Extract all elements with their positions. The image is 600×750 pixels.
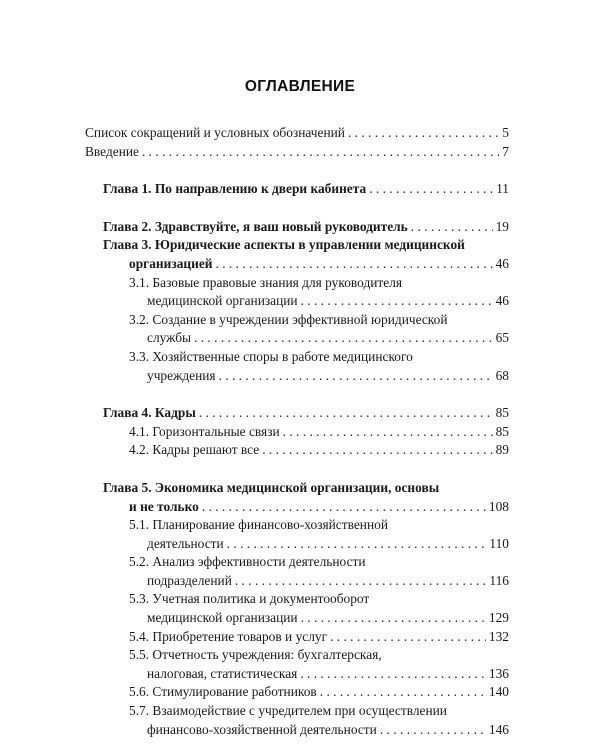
toc-entry-text: 5.1. Планирование финансово-хозяйственной	[129, 517, 388, 533]
dot-leader	[227, 535, 487, 554]
dot-leader	[380, 721, 486, 740]
page-number: 85	[495, 405, 509, 421]
page-number: 68	[495, 367, 509, 383]
dot-leader	[283, 423, 493, 442]
toc-chapter-entry[interactable]	[85, 218, 509, 237]
page-number: 46	[495, 255, 509, 271]
dot-leader	[219, 367, 493, 386]
toc-entry-text: медицинской организации	[147, 610, 298, 626]
page-number: 46	[495, 293, 509, 309]
dot-leader	[199, 404, 493, 423]
toc-entry-text: 3.2. Создание в учреждении эффективной юридической	[129, 311, 448, 327]
page-title: ОГЛАВЛЕНИЕ	[244, 78, 356, 95]
toc-entry-text: учреждения	[147, 367, 216, 383]
toc-entry-text: медицинской организации	[147, 293, 298, 309]
toc-section-entry[interactable]	[85, 143, 509, 162]
dot-leader	[369, 180, 493, 199]
dot-leader	[194, 329, 493, 348]
toc-chapter-entry[interactable]	[85, 404, 509, 423]
toc-section-entry[interactable]	[85, 441, 509, 460]
toc-section-entry[interactable]	[85, 348, 509, 385]
toc-entry-text: Глава 3. Юридические аспекты в управлении медицинской	[103, 237, 465, 253]
page-number: 116	[489, 572, 509, 588]
dot-leader	[235, 572, 487, 591]
toc-entry-text: деятельности	[147, 535, 224, 551]
toc-chapter-entry[interactable]	[85, 479, 509, 516]
dot-leader	[320, 683, 486, 702]
page-number: 132	[488, 628, 509, 644]
toc-section-entry[interactable]	[85, 516, 509, 553]
page-number: 19	[495, 218, 509, 234]
toc-entry-text: 5.2. Анализ эффективности деятельности	[129, 554, 366, 570]
toc-entry-text: Глава 4. Кадры	[103, 405, 196, 421]
toc-section-entry[interactable]	[85, 628, 509, 647]
section-gap	[85, 161, 509, 180]
dot-leader	[300, 665, 486, 684]
page-number: 89	[495, 442, 509, 458]
toc-entry-text: 5.4. Приобретение товаров и услуг	[129, 628, 328, 644]
toc-entry-text: 5.6. Стимулирование работников	[129, 684, 317, 700]
toc-entry-text: финансово-хозяйственной деятельности	[147, 721, 377, 737]
toc-entry-text: 5.5. Отчетность учреждения: бухгалтерская,	[129, 647, 382, 663]
table-of-contents	[85, 124, 509, 739]
page-number: 85	[495, 423, 509, 439]
toc-chapter-entry[interactable]	[85, 236, 509, 273]
toc-section-entry[interactable]	[85, 423, 509, 442]
page-number: 136	[488, 665, 509, 681]
dot-leader	[348, 124, 499, 143]
toc-section-entry[interactable]	[85, 553, 509, 590]
toc-entry-text: 4.1. Горизонтальные связи	[129, 423, 280, 439]
toc-chapter-entry[interactable]	[85, 180, 509, 199]
dot-leader	[216, 255, 493, 274]
toc-section-entry[interactable]	[85, 683, 509, 702]
toc-section-entry[interactable]	[85, 274, 509, 311]
toc-entry-text: подразделений	[147, 572, 232, 588]
page-number: 65	[495, 330, 509, 346]
dot-leader	[301, 609, 486, 628]
toc-section-entry[interactable]	[85, 311, 509, 348]
dot-leader	[202, 498, 486, 517]
toc-entry-text: и не только	[129, 498, 199, 514]
page-number: 140	[488, 684, 509, 700]
page-number: 11	[496, 181, 509, 197]
page-number: 146	[488, 721, 509, 737]
toc-entry-text: Введение	[85, 143, 139, 159]
page-number: 129	[488, 610, 509, 626]
toc-entry-text: Глава 5. Экономика медицинской организации, основы	[103, 479, 440, 495]
toc-section-entry[interactable]	[85, 124, 509, 143]
toc-entry-text: Список сокращений и условных обозначений	[85, 125, 345, 140]
page-number: 5	[502, 125, 509, 140]
toc-entry-text: налоговая, статистическая	[147, 665, 298, 681]
dot-leader	[142, 143, 499, 162]
toc-entry-text: 4.2. Кадры решают все	[129, 442, 260, 458]
toc-entry-text: Глава 1. По направлению к двери кабинета	[103, 181, 367, 197]
section-gap	[85, 385, 509, 404]
toc-section-entry[interactable]	[85, 646, 509, 683]
dot-leader	[301, 292, 493, 311]
page-number: 7	[502, 143, 509, 159]
section-gap	[85, 199, 509, 218]
toc-entry-text: организацией	[129, 255, 213, 271]
toc-entry-text: Глава 2. Здравствуйте, я ваш новый руководитель	[103, 218, 408, 234]
toc-section-entry[interactable]	[85, 590, 509, 627]
section-gap	[85, 460, 509, 479]
toc-entry-text: 3.3. Хозяйственные споры в работе медицинского	[129, 348, 413, 364]
toc-entry-text: службы	[147, 330, 192, 346]
toc-entry-text: 3.1. Базовые правовые знания для руководителя	[129, 274, 403, 290]
page-number: 108	[488, 498, 509, 514]
toc-section-entry[interactable]	[85, 702, 509, 739]
page-number: 110	[489, 535, 509, 551]
toc-entry-text: 5.3. Учетная политика и документооборот	[129, 591, 370, 607]
dot-leader	[330, 628, 486, 647]
dot-leader	[411, 218, 493, 237]
dot-leader	[262, 441, 492, 460]
toc-entry-text: 5.7. Взаимодействие с учредителем при осуществлении	[129, 703, 447, 719]
